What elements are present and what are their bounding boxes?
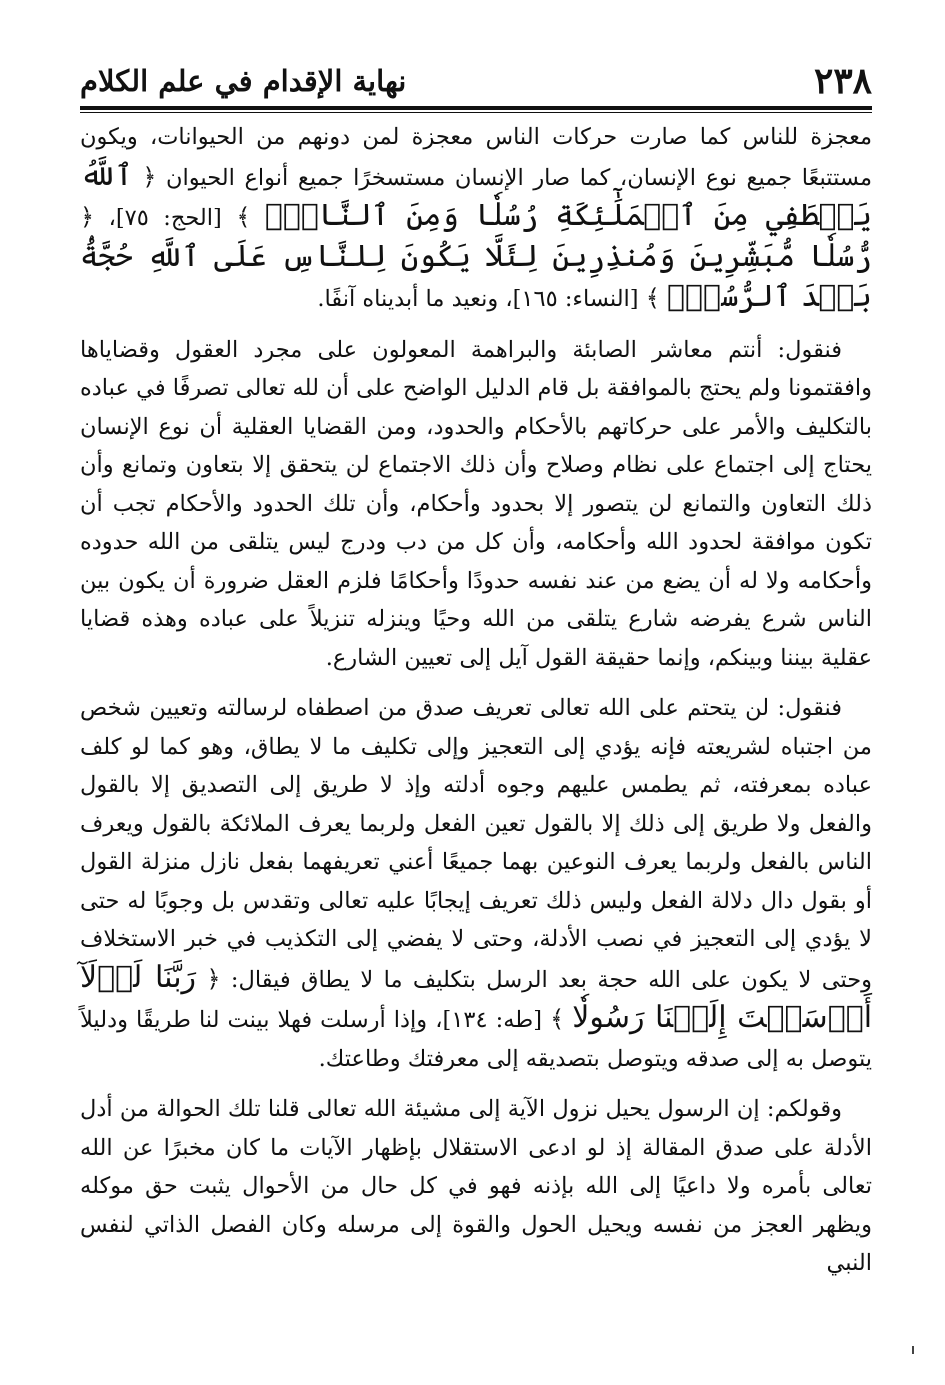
paragraph-1-text-b: ونعيد ما أبديناه آنفًا. — [317, 286, 499, 312]
quran-verse-taha-134: رَبَّنَا لَوۡلَآ أَرۡسَلۡتَ إِلَيۡنَا رَسُولٗا — [80, 959, 873, 1035]
quran-open-bracket: ﴿ — [206, 964, 221, 993]
verse-citation-nisa: [النساء: ١٦٥]، — [505, 286, 639, 312]
quran-close-bracket: ﴾ — [236, 203, 251, 231]
body-text — [80, 118, 872, 1283]
paragraph-1-text-a: معجزة للناس كما صارت حركات الناس معجزة لمن دونهم من الحيوانات، ويكون مستتبعًا جميع نوع الإنسان، كما صار الإنسان مستسخرًا جميع أنواع الحيوان — [80, 124, 872, 191]
header-rule-thick — [80, 106, 872, 110]
paragraph-4: وقولكم: إن الرسول يحيل نزول الآية إلى مشيئة الله تعالى قلنا تلك الحوالة من أدل الأدلة على صدق المقالة إذ لو ادعى الاستقلال بإظهار الآيات ما كان مخبرًا عن الله تعالى بأمره ولا داعيًا إلى الله بإذنه فهو في كل حال من الأحوال يثبت حق موكله ويظهر العجز من نفسه ويحيل الحول والقوة إلى مرسله وكان الفصل الذاتي لنفس النبي — [80, 1096, 872, 1276]
verse-citation-hajj: [الحج: ٧٥]، — [108, 205, 222, 231]
running-title: نهاية الإقدام في علم الكلام — [80, 64, 407, 98]
paragraph-3-text-a: فنقول: لن يتحتم على الله تعالى تعريف صدق من اصطفاه لرسالته وتعيين شخص من اجتباه لشريعته فإنه يؤدي إلى التعجيز وإلى تكليف ما لا يطاق، وهو كما لو كلف عباده بمعرفته، ثم يطمس عليهم وجوه أدلته وإذ لا طريق إلى التصديق إلا بالقول والفعل ولا طريق إلى ذلك إلا بالقول تعين الفعل ولربما يعرف الملائكة بالقول ويعرف الناس بالفعل ولربما يعرف النوعين بهما جميعًا أعني تعريفهما بفعل نازل منزلة القول أو بقول دال دلالة الفعل وليس ذلك تعريف إيجابًا عليه تعالى وتقدس بل وجوبًا له حتى لا يؤدي إلى التعجيز في نصب الأدلة، وحتى لا يفضي إلى التكذيب في خبر الاستخلاف وحتى لا يكون على الله حجة بعد الرسل بتكليف ما لا يطاق فيقال: — [80, 695, 873, 993]
quran-close-bracket: ﴾ — [550, 1005, 565, 1033]
page-number: ٢٣٨ — [813, 60, 872, 102]
header-rule-thin — [80, 112, 872, 113]
paragraph-2: فنقول: أنتم معاشر الصابئة والبراهمة المعولون على مجرد العقول وقضاياها وافقتمونا ولم يحتج بالموافقة بل قام الدليل الواضح على أن لله تعالى تصرفًا في عباده بالتكليف والأمر على حركاتهم بالأحكام والحدود، ومن القضايا العقلية أن نوع الإنسان يحتاج إلى اجتماع على نظام وصلاح وأن ذلك الاجتماع لن يتحقق إلا بتعاون وتمانع وأن ذلك التعاون والتمانع لن يتصور إلا بحدود وأحكام، وأن تلك الحدود والأحكام تجب أن تكون موافقة لحدود الله وأحكامه، وأن كل من دب ودرج ليس يتلقى من الله حدوده وأحكامه ولا له أن يضع من عند نفسه حدودًا وأحكامًا فلزم العقل ضرورة أن يكون بين الناس شرع يفرضه شارع يتلقى من الله وحيًا وينزله تنزيلاً على عباده وهذه قضايا عقلية بيننا وبينكم، وإنما حقيقة القول آيل إلى تعيين الشارع. — [80, 336, 872, 671]
quran-open-bracket: ﴿ — [80, 203, 95, 231]
scan-edge-mark — [912, 1346, 914, 1354]
quran-verse-nisa-165: رُّسُلٗا مُّبَشِّرِينَ وَمُنذِرِينَ لِئَلَّا يَكُونَ لِلنَّاسِ عَلَى ٱللَّهِ حُجَّةُۢ بَعۡدَ ٱلرُّسُلِۚ — [80, 238, 872, 314]
paragraph-3 — [80, 689, 872, 1078]
paragraph-1 — [80, 118, 872, 319]
paragraph-3-text-b: وإذا أرسلت فهلا بينت لنا طريقًا ودليلاً يتوصل به إلى صدقه ويتوصل بتصديقه إلى معرفتك وطاعتك. — [80, 1007, 872, 1072]
quran-close-bracket: ﴾ — [645, 284, 660, 312]
verse-citation-taha: [طه: ١٣٤]، — [435, 1007, 542, 1033]
quran-open-bracket: ﴿ — [142, 162, 157, 191]
quran-verse-hajj-75: ٱللَّهُ يَصۡطَفِي مِنَ ٱلۡمَلَٰٓئِكَةِ رُسُلٗا وَمِنَ ٱلنَّاسِۚ — [80, 157, 873, 233]
page-header — [80, 58, 872, 108]
